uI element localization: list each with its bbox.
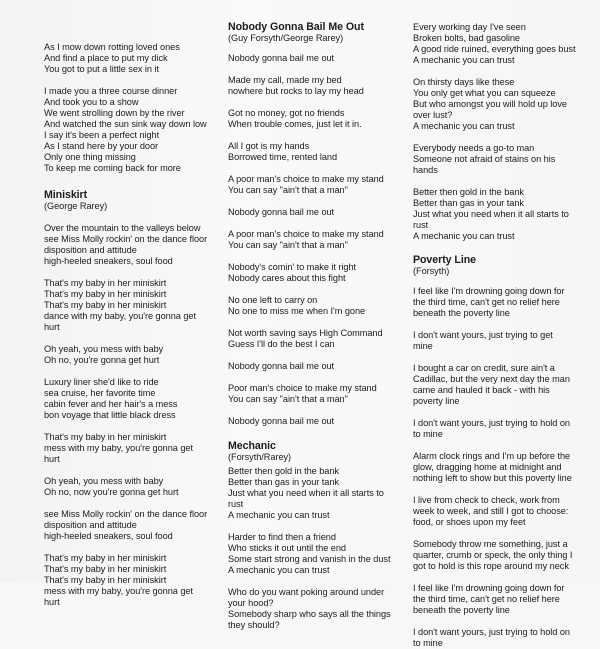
lyric-line: I live from check to check, work from (413, 495, 560, 505)
lyric-line: That's my baby in her miniskirt (44, 432, 167, 442)
lyric-line: disposition and attitude (44, 520, 137, 530)
lyric-line: But who amongst you will hold up love (413, 99, 567, 109)
lyric-line: Got no money, got no friends (228, 108, 345, 118)
lyric-line: That's my baby in her miniskirt (44, 553, 167, 563)
stanza-gap (413, 572, 587, 583)
lyric-line: Just what you need when it all starts to (413, 209, 569, 219)
stanza-gap (228, 350, 400, 361)
lyric-line: Broken bolts, bad gasoline (413, 33, 520, 43)
lyric-line: hands (413, 165, 438, 175)
stanza-gap (228, 251, 400, 262)
lyric-line: dance with my baby, you're gonna get (44, 311, 196, 321)
lyric-line: Guess I'll do the best I can (228, 339, 335, 349)
lyric-line: over lust? (413, 110, 453, 120)
lyric-line: cabin fever and her hair's a mess (44, 399, 178, 409)
stanza-gap (228, 163, 400, 174)
lyric-line: they should? (228, 620, 280, 630)
lyric-line: I don't want yours, just trying to hold on (413, 627, 570, 637)
lyric-line: I say it's been a perfect night (44, 130, 160, 140)
lyric-line: sea cruise, her favorite time (44, 388, 156, 398)
lyric-line: quarter, crumb or speck, the only thing I (413, 550, 573, 560)
stanza-gap (413, 528, 587, 539)
stanza-gap (44, 75, 212, 86)
lyric-line: When trouble comes, just let it in. (228, 119, 362, 129)
lyrics-column-3 (413, 22, 587, 649)
lyric-line: Oh yeah, you mess with baby (44, 344, 164, 354)
lyric-line: Nobody gonna bail me out (228, 207, 335, 217)
intro-verses (44, 42, 212, 174)
lyrics-column-1 (44, 42, 212, 608)
song-title-mechanic: Mechanic (228, 440, 276, 452)
stanza-gap (413, 319, 587, 330)
lyric-line: your hood? (228, 598, 274, 608)
song-credit-miniskirt: (George Rarey) (44, 201, 108, 211)
lyric-line: mess with my baby, you're gonna get (44, 586, 193, 596)
lyric-line: week to week, and still I got to choose: (413, 506, 569, 516)
lyric-line: to mine (413, 638, 443, 648)
lyric-line: food, or shoes upon my feet (413, 517, 526, 527)
song-title-miniskirt: Miniskirt (44, 189, 88, 201)
lyric-line: Oh no, you're gonna get hurt (44, 355, 160, 365)
lyric-line: hurt (44, 597, 60, 607)
lyric-line: A mechanic you can trust (413, 231, 515, 241)
stanza-gap (228, 218, 400, 229)
mechanic-continued-verses (413, 22, 587, 242)
song-credit-mechanic: (Forsyth/Rarey) (228, 452, 292, 462)
stanza-gap (44, 333, 212, 344)
lyric-line: And find a place to put my dick (44, 53, 168, 63)
song-lyrics-mechanic (228, 466, 400, 631)
lyric-line: A mechanic you can trust (228, 565, 330, 575)
stanza-gap (413, 132, 587, 143)
lyric-line: A good ride ruined, everything goes bust (413, 44, 576, 54)
song-title-poverty-line: Poverty Line (413, 254, 476, 266)
lyric-line: to mine (413, 429, 443, 439)
lyric-line: All I got is my hands (228, 141, 310, 151)
lyric-line: Nobody gonna bail me out (228, 53, 335, 63)
lyric-line: Harder to find then a friend (228, 532, 336, 542)
song-title-nobody-gonna-bail-me-out: Nobody Gonna Bail Me Out (228, 21, 364, 33)
lyric-line: Better then gold in the bank (228, 466, 339, 476)
lyric-line: mess with my baby, you're gonna get (44, 443, 193, 453)
lyric-line: I don't want yours, just trying to hold on (413, 418, 570, 428)
song-lyrics-poverty-line (413, 286, 587, 649)
lyric-line: A mechanic you can trust (413, 55, 515, 65)
lyric-line: Who sticks it out until the end (228, 543, 346, 553)
lyric-line: To keep me coming back for more (44, 163, 181, 173)
lyric-line: Every working day I've seen (413, 22, 526, 32)
stanza-gap (228, 130, 400, 141)
lyric-line: We went strolling down by the river (44, 108, 185, 118)
lyric-line: I don't want yours, just trying to get (413, 330, 553, 340)
lyric-line: the third time, can't get no relief here (413, 594, 560, 604)
lyric-line: Oh no, now you're gonna get hurt (44, 487, 179, 497)
lyric-line: I feel like I'm drowning going down for (413, 286, 565, 296)
lyric-line: A poor man's choice to make my stand (228, 229, 384, 239)
stanza-gap (228, 317, 400, 328)
lyric-line: Borrowed time, rented land (228, 152, 338, 162)
lyric-line: Only one thing missing (44, 152, 136, 162)
lyric-line: As I stand here by your door (44, 141, 159, 151)
lyric-line: hurt (44, 454, 60, 464)
lyric-line: Someone not afraid of stains on his (413, 154, 556, 164)
lyric-line: high-heeled sneakers, soul food (44, 256, 173, 266)
lyric-line: Just what you need when it all starts to (228, 488, 384, 498)
lyric-line: That's my baby in her miniskirt (44, 278, 167, 288)
lyric-line: Not worth saving says High Command (228, 328, 383, 338)
lyric-line: Some start strong and vanish in the dust (228, 554, 391, 564)
stanza-gap (413, 352, 587, 363)
lyric-line: You can say "ain't that a man" (228, 394, 348, 404)
lyric-line: disposition and attitude (44, 245, 137, 255)
lyric-line: Oh yeah, you mess with baby (44, 476, 164, 486)
stanza-gap (228, 64, 400, 75)
song-lyrics-miniskirt (44, 223, 212, 608)
lyric-line: came and hauled it back - with his (413, 385, 550, 395)
lyric-line: beneath the poverty line (413, 605, 510, 615)
lyric-line: Luxury liner she'd like to ride (44, 377, 159, 387)
stanza-gap (413, 440, 587, 451)
lyrics-column-2 (228, 21, 400, 631)
stanza-gap (44, 366, 212, 377)
lyric-line: the third time, can't get no relief here (413, 297, 560, 307)
lyric-line: hurt (44, 322, 60, 332)
lyric-line: As I mow down rotting loved ones (44, 42, 180, 52)
lyric-line: I feel like I'm drowning going down for (413, 583, 565, 593)
lyric-line: Who do you want poking around under (228, 587, 385, 597)
lyric-line: bon voyage that little black dress (44, 410, 176, 420)
stanza-gap (228, 521, 400, 532)
lyric-line: high-heeled sneakers, soul food (44, 531, 173, 541)
stanza-gap (44, 267, 212, 278)
stanza-gap (413, 484, 587, 495)
lyric-line: glow, dragging home at midnight and (413, 462, 562, 472)
stanza-gap (413, 176, 587, 187)
lyric-line: mine (413, 341, 433, 351)
lyric-line: Nobody gonna bail me out (228, 416, 335, 426)
lyric-line: Better then gold in the bank (413, 187, 524, 197)
lyric-line: Somebody throw me something, just a (413, 539, 568, 549)
lyric-line: Better than gas in your tank (228, 477, 339, 487)
lyric-line: And watched the sun sink way down low (44, 119, 207, 129)
lyric-line: A mechanic you can trust (413, 121, 515, 131)
lyric-line: And took you to a show (44, 97, 139, 107)
lyric-line: Nobody's comin' to make it right (228, 262, 357, 272)
lyric-line: Everybody needs a go-to man (413, 143, 535, 153)
stanza-gap (413, 407, 587, 418)
lyric-line: nowhere but rocks to lay my head (228, 86, 364, 96)
lyric-line: rust (413, 220, 429, 230)
lyric-line: That's my baby in her miniskirt (44, 300, 167, 310)
lyric-line: You only get what you can squeeze (413, 88, 556, 98)
stanza-gap (44, 498, 212, 509)
stanza-gap (228, 196, 400, 207)
stanza-gap (228, 97, 400, 108)
lyric-line: I bought a car on credit, sure ain't a (413, 363, 555, 373)
stanza-gap (44, 465, 212, 476)
lyric-line: Made my call, made my bed (228, 75, 342, 85)
lyric-line: No one left to carry on (228, 295, 318, 305)
lyric-line: No one to miss me when I'm gone (228, 306, 366, 316)
lyric-line: A poor man's choice to make my stand (228, 174, 384, 184)
lyric-line: Poor man's choice to make my stand (228, 383, 377, 393)
lyric-line: That's my baby in her miniskirt (44, 564, 167, 574)
lyric-line: Over the mountain to the valleys below (44, 223, 201, 233)
song-credit-nobody-gonna-bail-me-out: (Guy Forsyth/George Rarey) (228, 33, 344, 43)
lyric-line: got to hold is this rope around my neck (413, 561, 569, 571)
lyric-line: nothing left to show but this poverty line (413, 473, 572, 483)
stanza-gap (413, 66, 587, 77)
lyric-line: Alarm clock rings and I'm up before the (413, 451, 571, 461)
lyric-line: Nobody cares about this fight (228, 273, 346, 283)
lyric-line: Nobody gonna bail me out (228, 361, 335, 371)
lyric-line: Somebody sharp who says all the things (228, 609, 391, 619)
song-credit-poverty-line: (Forsyth) (413, 266, 450, 276)
lyric-line: A mechanic you can trust (228, 510, 330, 520)
lyric-line: beneath the poverty line (413, 308, 510, 318)
lyric-line: You can say "ain't that a man" (228, 240, 348, 250)
lyric-line: I made you a three course dinner (44, 86, 178, 96)
lyric-line: Cadillac, but the very next day the man (413, 374, 570, 384)
lyric-line: That's my baby in her miniskirt (44, 289, 167, 299)
stanza-gap (228, 372, 400, 383)
lyric-line: You got to put a little sex in it (44, 64, 159, 74)
stanza-gap (228, 284, 400, 295)
lyric-line: That's my baby in her miniskirt (44, 575, 167, 585)
lyric-line: poverty line (413, 396, 460, 406)
lyric-line: Better than gas in your tank (413, 198, 524, 208)
stanza-gap (44, 542, 212, 553)
lyric-line: rust (228, 499, 244, 509)
lyric-line: You can say "ain't that a man" (228, 185, 348, 195)
song-lyrics-nobody-gonna-bail-me-out (228, 53, 400, 427)
lyric-line: see Miss Molly rockin' on the dance floor (44, 234, 208, 244)
stanza-gap (413, 616, 587, 627)
stanza-gap (44, 421, 212, 432)
stanza-gap (228, 405, 400, 416)
lyric-line: On thirsty days like these (413, 77, 515, 87)
lyric-line: see Miss Molly rockin' on the dance floor (44, 509, 208, 519)
